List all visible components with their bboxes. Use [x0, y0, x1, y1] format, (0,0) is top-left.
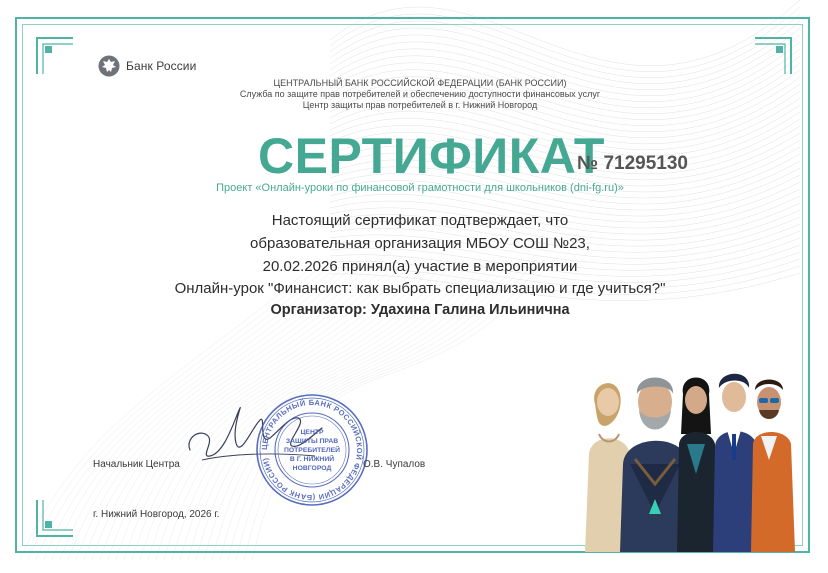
- corner-ornament-bottom-left: [33, 496, 77, 540]
- official-stamp: [254, 392, 370, 508]
- body-line-2: образовательная организация МБОУ СОШ №23,: [250, 235, 590, 252]
- signatory-name: О.В. Чупалов: [363, 459, 426, 470]
- body-line-4: Онлайн-урок "Финансист: как выбрать специализацию и где учиться?": [174, 280, 666, 297]
- stamp-center-line: ЗАЩИТЫ ПРАВ: [285, 438, 339, 445]
- eagle-emblem-icon: [98, 55, 120, 77]
- certificate-title: СЕРТИФИКАТ: [258, 128, 605, 184]
- stamp-ring-text: ЦЕНТРАЛЬНЫЙ БАНК РОССИЙСКОЙ ФЕДЕРАЦИИ (БАНК РОССИИ): [259, 397, 365, 503]
- certificate-number: № 71295130: [577, 153, 688, 174]
- corner-ornament-top-left: [33, 34, 77, 78]
- stamp-center-line: В Г. НИЖНИЙ: [289, 456, 335, 463]
- header-line-2: Служба по защите прав потребителей и обеспечению доступности финансовых услуг: [239, 89, 601, 99]
- header-line-3: Центр защиты прав потребителей в г. Нижний Новгород: [302, 100, 538, 110]
- body-line-3: 20.02.2026 принял(а) участие в мероприятии: [262, 258, 578, 275]
- character-dark-haired-woman: [677, 378, 717, 553]
- bank-name: Банк России: [126, 59, 197, 73]
- project-name: Проект «Онлайн-уроки по финансовой грамотности для школьников (dni-fg.ru)»: [216, 182, 624, 194]
- corner-ornament-top-right: [751, 34, 795, 78]
- place-date: г. Нижний Новгород, 2026 г.: [93, 509, 220, 520]
- organizer: Организатор: Удахина Галина Ильинична: [270, 302, 570, 318]
- stamp-center-line: ЦЕНТР: [300, 429, 324, 436]
- character-man-sunglasses: [751, 380, 795, 553]
- characters-illustration: [575, 364, 800, 552]
- body-line-1: Настоящий сертификат подтверждает, что: [271, 212, 569, 229]
- signatory-role: Начальник Центра: [93, 459, 180, 470]
- header-line-1: ЦЕНТРАЛЬНЫЙ БАНК РОССИЙСКОЙ ФЕДЕРАЦИИ (БАНК РОССИИ): [273, 78, 567, 88]
- stamp-center-line: ПОТРЕБИТЕЛЕЙ: [283, 447, 341, 454]
- bank-logo: [98, 55, 196, 77]
- stamp-center-line: НОВГОРОД: [292, 465, 332, 472]
